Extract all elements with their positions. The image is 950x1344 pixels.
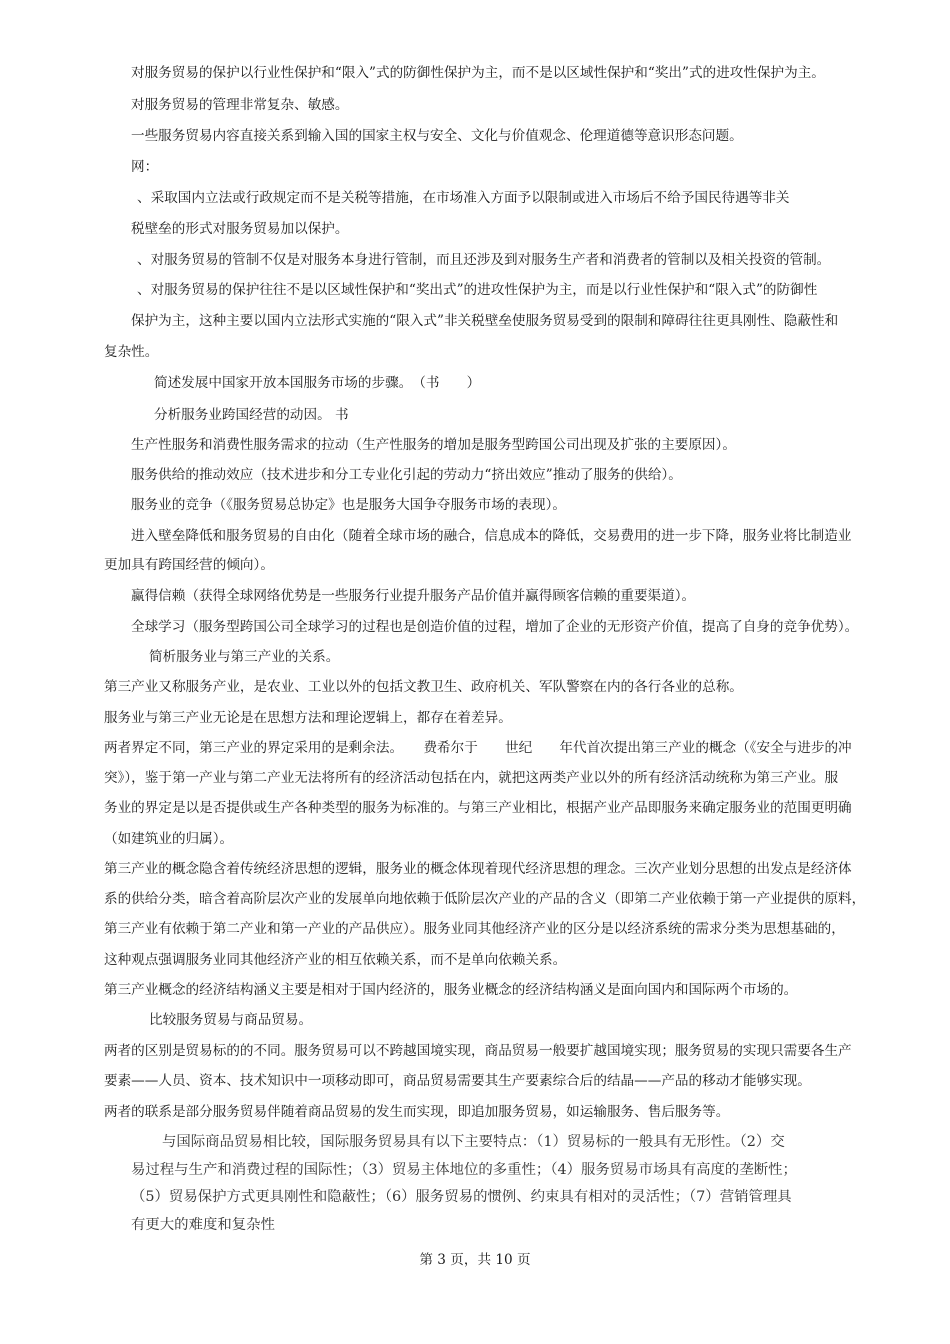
text-line: （5）贸易保护方式更具刚性和隐蔽性；（6）服务贸易的惯例、约束具有相对的灵活性；（7）营销管理具 <box>131 1189 792 1205</box>
text-line: 第三产业的概念隐含着传统经济思想的逻辑，服务业的概念体现着现代经济思想的理念。三次产业划分思想的出发点是经济体 <box>104 861 852 877</box>
text-line: （如建筑业的归属）。 <box>104 831 234 847</box>
text-line: 第三产业有依赖于第二产业和第一产业的产品供应）。服务业同其他经济产业的区分是以经济系统的需求分类为思想基础的， <box>104 921 845 937</box>
text-line: 全球学习（服务型跨国公司全球学习的过程也是创造价值的过程，增加了企业的无形资产价值，提高了自身的竞争优势）。 <box>131 619 859 635</box>
text-line: 保护为主，这种主要以国内立法形式实施的“限入式”非关税壁垒使服务贸易受到的限制和障碍往往更具刚性、隐蔽性和 <box>131 313 839 329</box>
text-line: 第三产业概念的经济结构涵义主要是相对于国内经济的，服务业概念的经济结构涵义是面向国内和国际两个市场的。 <box>104 982 798 998</box>
question-heading: 简析服务业与第三产业的关系。 <box>149 649 340 665</box>
question-heading: 简述发展中国家开放本国服务市场的步骤。 （书 ） <box>154 375 481 391</box>
text-line: 易过程与生产和消费过程的国际性；（3）贸易主体地位的多重性；（4）服务贸易市场具有高度的垄断性； <box>131 1162 797 1178</box>
text-line: 服务业与第三产业无论是在思想方法和理论逻辑上，都存在着差异。 <box>104 710 512 726</box>
text-line: 赢得信赖（获得全球网络优势是一些服务行业提升服务产品价值并赢得顾客信赖的重要渠道）。 <box>131 588 696 604</box>
question-heading: 比较服务贸易与商品贸易。 <box>149 1012 313 1028</box>
text-line: 生产性服务和消费性服务需求的拉动（生产性服务的增加是服务型跨国公司出现及扩张的主要原因）。 <box>131 437 736 453</box>
text-line: 一些服务贸易内容直接关系到输入国的国家主权与安全、文化与价值观念、伦理道德等意识形态问题。 <box>131 128 743 144</box>
text-line: 要素——人员、资本、技术知识中一项移动即可，商品贸易需要其生产要素综合后的结晶——产品的移动才能够实现。 <box>104 1073 811 1089</box>
text-line: 有更大的难度和复杂性 <box>131 1217 275 1233</box>
text-line: 服务业的竞争（《服务贸易总协定》也是服务大国争夺服务市场的表现）。 <box>131 497 566 513</box>
text-line: 系的供给分类，暗含着高阶层次产业的发展单向地依赖于低阶层次产业的产品的含义（即第二产业依赖于第一产业提供的原料， <box>104 891 866 907</box>
text-line: 突》），鉴于第一产业与第二产业无法将所有的经济活动包括在内，就把这两类产业以外的所有经济活动统称为第三产业。服 <box>104 770 839 786</box>
text-line: 第三产业又称服务产业，是农业、工业以外的包括文教卫生、政府机关、军队警察在内的各行各业的总称。 <box>104 679 743 695</box>
text-line: 服务供给的推动效应（技术进步和分工专业化引起的劳动力“挤出效应”推动了服务的供给）。 <box>131 467 682 483</box>
text-line: 税壁垒的形式对服务贸易加以保护。 <box>131 221 349 237</box>
text-line: 、对服务贸易的保护往往不是以区域性保护和“奖出式”的进攻性保护为主，而是以行业性保护和“限入式”的防御性 <box>137 282 818 298</box>
text-line: 、采取国内立法或行政规定而不是关税等措施，在市场准入方面予以限制或进入市场后不给予国民待遇等非关 <box>137 190 790 206</box>
text-line: 更加具有跨国经营的倾向）。 <box>104 557 274 573</box>
question-heading: 分析服务业跨国经营的动因。 书 <box>154 407 349 423</box>
text-line: 两者界定不同，第三产业的界定采用的是剩余法。 费希尔于 世纪 年代首次提出第三产业的概念（《安全与进步的冲 <box>104 740 852 756</box>
page-footer: 第 3 页，共 10 页 <box>419 1252 531 1268</box>
text-line: 两者的联系是部分服务贸易伴随着商品贸易的发生而实现，即追加服务贸易，如运输服务、售后服务等。 <box>104 1104 730 1120</box>
text-line: 、对服务贸易的管制不仅是对服务本身进行管制，而且还涉及到对服务生产者和消费者的管制以及相关投资的管制。 <box>137 252 831 268</box>
text-line: 两者的区别是贸易标的的不同。服务贸易可以不跨越国境实现，商品贸易一般要扩越国境实现；服务贸易的实现只需要各生产 <box>104 1043 852 1059</box>
text-line: 进入壁垒降低和服务贸易的自由化（随着全球市场的融合，信息成本的降低，交易费用的进一步下降，服务业将比制造业 <box>131 528 852 544</box>
text-line: 务业的界定是以是否提供或生产各种类型的服务为标准的。与第三产业相比，根据产业产品即服务来确定服务业的范围更明确 <box>104 800 852 816</box>
text-line: 复杂性。 <box>104 344 159 360</box>
text-line: 这种观点强调服务业同其他经济产业的相互依赖关系，而不是单向依赖关系。 <box>104 952 567 968</box>
text-line: 对服务贸易的管理非常复杂、敏感。 <box>131 97 349 113</box>
text-line: 网： <box>131 159 159 175</box>
text-line: 与国际商品贸易相比较，国际服务贸易具有以下主要特点：（1）贸易标的一般具有无形性。（2）交 <box>162 1134 785 1150</box>
text-line: 对服务贸易的保护以行业性保护和“限入”式的防御性保护为主，而不是以区域性保护和“奖出”式的进攻性保护为主。 <box>131 65 825 81</box>
